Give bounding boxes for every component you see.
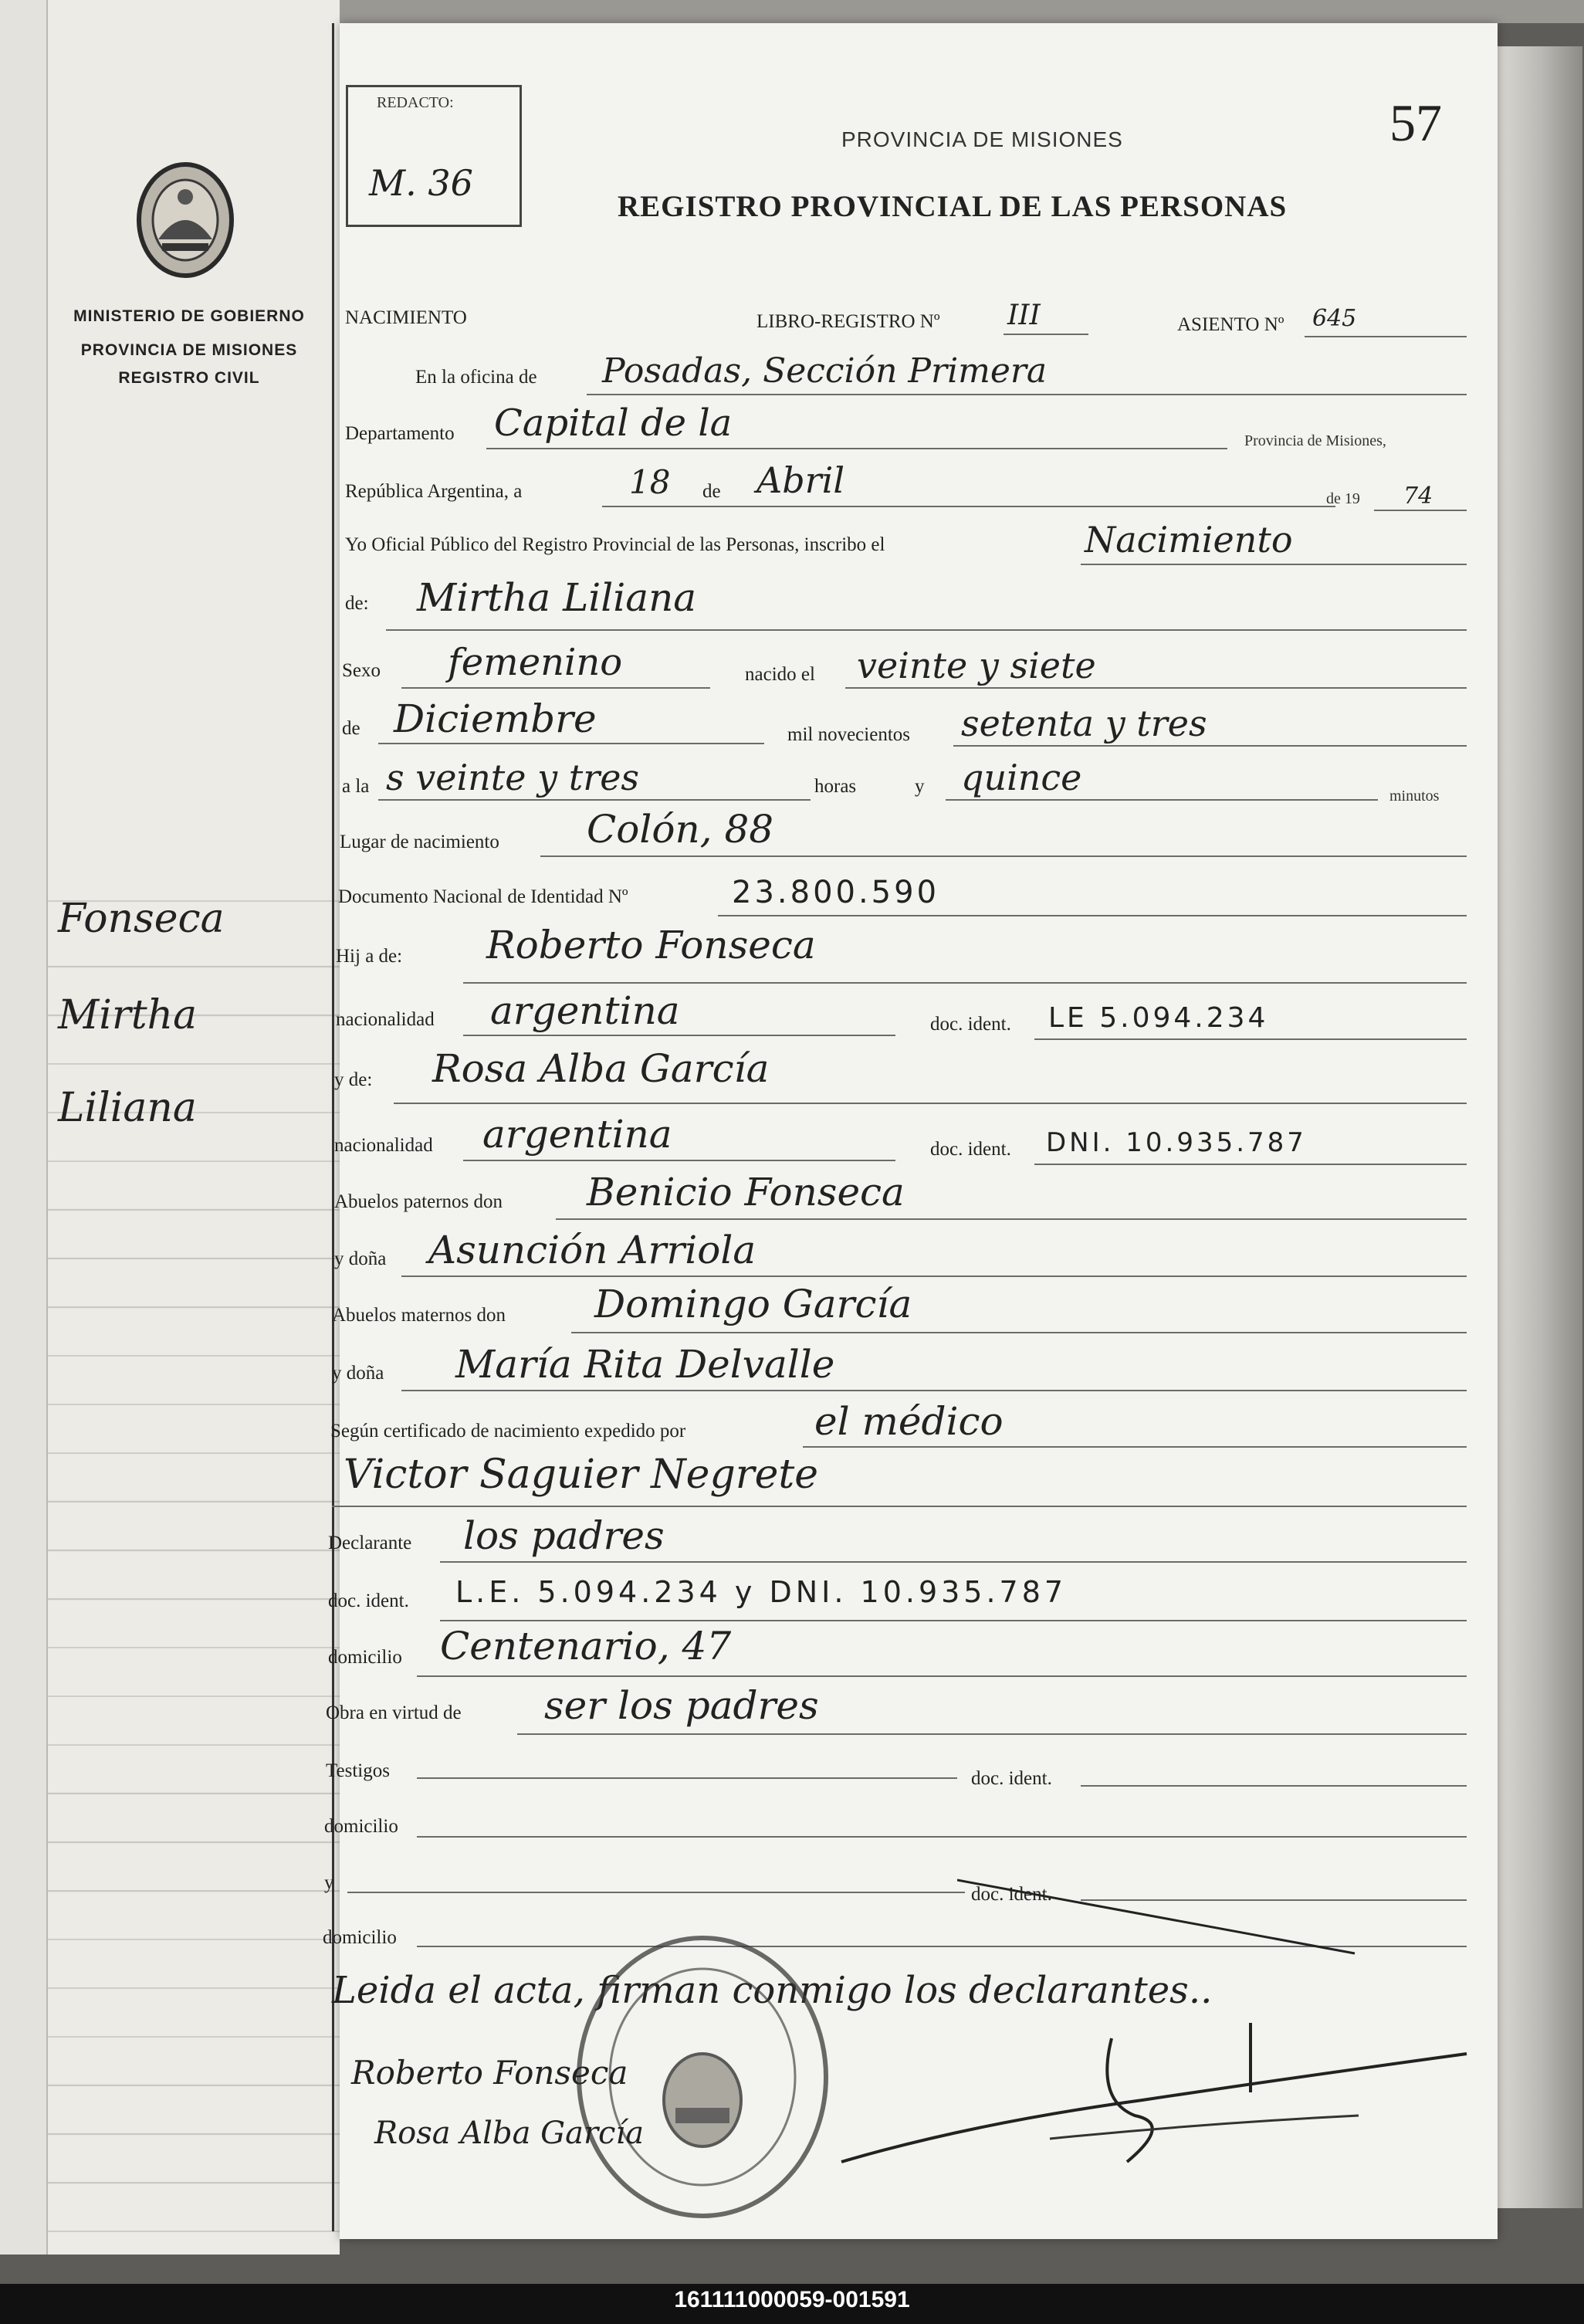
signature-father: Roberto Fonseca [351, 2054, 628, 2092]
nacido-line [845, 687, 1467, 689]
asiento-label: ASIENTO Nº [1177, 314, 1284, 335]
asiento-line [1305, 336, 1467, 337]
yde-label: y de: [334, 1069, 373, 1090]
oficial-text: Yo Oficial Público del Registro Provincial de las Personas, inscribo el [345, 534, 885, 555]
dona-1-line [401, 1275, 1467, 1277]
closing-statement: Leida el acta, firman conmigo los declarantes.. [332, 1969, 1213, 2012]
nacido-value: veinte y siete [857, 645, 1096, 686]
margin-name-1: Mirtha [58, 992, 198, 1038]
margin-name-2: Liliana [58, 1085, 197, 1131]
docid-value: L.E. 5.094.234 y DNI. 10.935.787 [455, 1575, 1068, 1609]
sexo-line [401, 687, 710, 689]
dni-value: 23.800.590 [732, 875, 940, 910]
asiento-value: 645 [1312, 305, 1357, 332]
departamento-value: Capital de la [494, 401, 733, 445]
docid-label: doc. ident. [328, 1591, 409, 1611]
mil-label: mil novecientos [787, 724, 910, 745]
doc-3-line [1081, 1785, 1467, 1787]
de-label-name: de: [345, 593, 369, 614]
ala-label: a la [342, 776, 370, 797]
doc-2-value: DNI. 10.935.787 [1046, 1127, 1307, 1158]
sexo-label: Sexo [342, 660, 381, 681]
page-number: 57 [1389, 93, 1442, 152]
nacionalidad-2-value: argentina [482, 1112, 672, 1157]
dona-2-line [401, 1390, 1467, 1391]
dona-2-label: y doña [332, 1363, 384, 1384]
y-2-line [347, 1892, 965, 1893]
de-label-2: de [342, 718, 360, 739]
nombre-value: Mirtha Liliana [417, 575, 697, 620]
hora-value: s veinte y tres [386, 757, 640, 798]
libro-label: LIBRO-REGISTRO Nº [756, 311, 940, 332]
domicilio-line [417, 1675, 1467, 1677]
padre-line [463, 982, 1467, 984]
lugar-label: Lugar de nacimiento [340, 832, 499, 852]
inscribo-value: Nacimiento [1085, 519, 1293, 561]
document-id: 161111000059-001591 [674, 2287, 910, 2312]
lugar-line [540, 855, 1467, 857]
declarante-label: Declarante [328, 1533, 412, 1553]
dona-2-value: María Rita Delvalle [455, 1342, 835, 1387]
nacionalidad-1-line [463, 1035, 895, 1036]
medico-line [332, 1506, 1467, 1507]
nacionalidad-1-label: nacionalidad [336, 1009, 435, 1030]
doc-2-line [1034, 1164, 1467, 1165]
redacto-label: REDACTO: [377, 94, 454, 111]
domicilio-3-label: domicilio [323, 1927, 397, 1948]
redacto-value: M. 36 [369, 162, 473, 204]
nacionalidad-2-line [463, 1160, 895, 1161]
nacionalidad-2-label: nacionalidad [334, 1135, 433, 1156]
coat-of-arms-emblem [127, 154, 243, 286]
padre-value: Roberto Fonseca [486, 923, 816, 967]
margin-surname: Fonseca [58, 896, 225, 942]
docid-line [440, 1620, 1467, 1621]
hija-label: Hij a de: [336, 946, 403, 967]
oficina-label: En la oficina de [415, 367, 537, 388]
domicilio-value: Centenario, 47 [440, 1624, 732, 1668]
nacido-label: nacido el [745, 664, 815, 685]
republica-label: República Argentina, a [345, 481, 523, 502]
fecha-line [602, 506, 1335, 507]
signature-mother: Rosa Alba García [374, 2116, 645, 2151]
abuelos-maternos-label: Abuelos maternos don [332, 1305, 506, 1326]
libro-value: III [1007, 300, 1041, 331]
departamento-label: Departamento [345, 423, 455, 444]
doc-1-value: LE 5.094.234 [1048, 1002, 1269, 1034]
ministry-label: MINISTERIO DE GOBIERNO [73, 307, 305, 325]
binding-strip [0, 0, 48, 2255]
anio-nac-line [953, 745, 1467, 747]
domicilio-label: domicilio [328, 1647, 402, 1668]
nacimiento-heading: NACIMIENTO [345, 307, 467, 328]
minutos-line [946, 799, 1378, 801]
mes-nac-value: Diciembre [394, 696, 597, 741]
doc-3-label: doc. ident. [971, 1768, 1052, 1789]
horas-label: horas [814, 776, 857, 797]
medico-value: Victor Saguier Negrete [344, 1452, 819, 1498]
oficina-line [587, 394, 1467, 395]
province-heading: PROVINCIA DE MISIONES [841, 127, 1123, 151]
anio-nac-value: setenta y tres [961, 703, 1207, 744]
page-edge [1498, 46, 1582, 2208]
dia-value: 18 [629, 463, 671, 501]
doc-2-label: doc. ident. [930, 1139, 1011, 1160]
departamento-line [486, 448, 1227, 449]
abuelos-maternos-value: Domingo García [594, 1282, 912, 1326]
domicilio-2-line [417, 1836, 1467, 1838]
obra-value: ser los padres [544, 1683, 819, 1728]
testigos-label: Testigos [326, 1760, 390, 1781]
y-label: y [915, 776, 925, 797]
certificado-label: Según certificado de nacimiento expedido por [330, 1421, 686, 1441]
inscribo-line [1081, 564, 1467, 565]
y-2-label: y [324, 1872, 334, 1893]
year-value: 74 [1403, 483, 1433, 510]
province-label: PROVINCIA DE MISIONES [80, 341, 298, 359]
official-signature [818, 2007, 1490, 2208]
certificado-line [803, 1446, 1467, 1448]
de-label-1: de [702, 481, 721, 502]
nacionalidad-1-value: argentina [490, 988, 680, 1033]
doc-1-label: doc. ident. [930, 1014, 1011, 1035]
dni-line [718, 915, 1467, 916]
madre-line [394, 1103, 1467, 1104]
abuelos-paternos-line [556, 1218, 1467, 1220]
madre-value: Rosa Alba García [432, 1046, 770, 1091]
dni-label: Documento Nacional de Identidad Nº [338, 886, 628, 907]
year-label: de 19 [1326, 490, 1360, 507]
lugar-value: Colón, 88 [587, 807, 774, 852]
oficina-value: Posadas, Sección Primera [602, 351, 1048, 391]
declarante-value: los padres [463, 1513, 665, 1558]
certificado-value: el médico [814, 1399, 1004, 1444]
provincia-label: Provincia de Misiones, [1244, 432, 1386, 449]
sexo-value: femenino [448, 641, 623, 684]
nombre-line [386, 629, 1467, 631]
left-page-upper [0, 0, 340, 896]
doc-1-line [1034, 1038, 1467, 1040]
declarante-line [440, 1561, 1467, 1563]
domicilio-2-label: domicilio [324, 1816, 398, 1837]
mes-nac-line [378, 743, 764, 744]
mes-value: Abril [756, 459, 845, 501]
abuelos-maternos-line [571, 1332, 1467, 1333]
testigos-line [417, 1777, 957, 1779]
hora-line [378, 799, 811, 801]
dona-1-label: y doña [334, 1248, 387, 1269]
minutos-value: quince [961, 757, 1082, 798]
form-left-rule [332, 23, 334, 2231]
obra-label: Obra en virtud de [326, 1702, 462, 1723]
registry-label: REGISTRO CIVIL [118, 369, 260, 387]
abuelos-paternos-label: Abuelos paternos don [334, 1191, 503, 1212]
minutos-label: minutos [1389, 788, 1440, 805]
abuelos-paternos-value: Benicio Fonseca [587, 1170, 905, 1215]
year-line [1374, 510, 1467, 511]
obra-line [517, 1733, 1467, 1735]
libro-line [1004, 334, 1088, 335]
dona-1-value: Asunción Arriola [428, 1228, 756, 1272]
strike-line [957, 1876, 1359, 1961]
doc-4-label: doc. ident. [971, 1884, 1052, 1905]
registry-title: REGISTRO PROVINCIAL DE LAS PERSONAS [618, 190, 1288, 223]
